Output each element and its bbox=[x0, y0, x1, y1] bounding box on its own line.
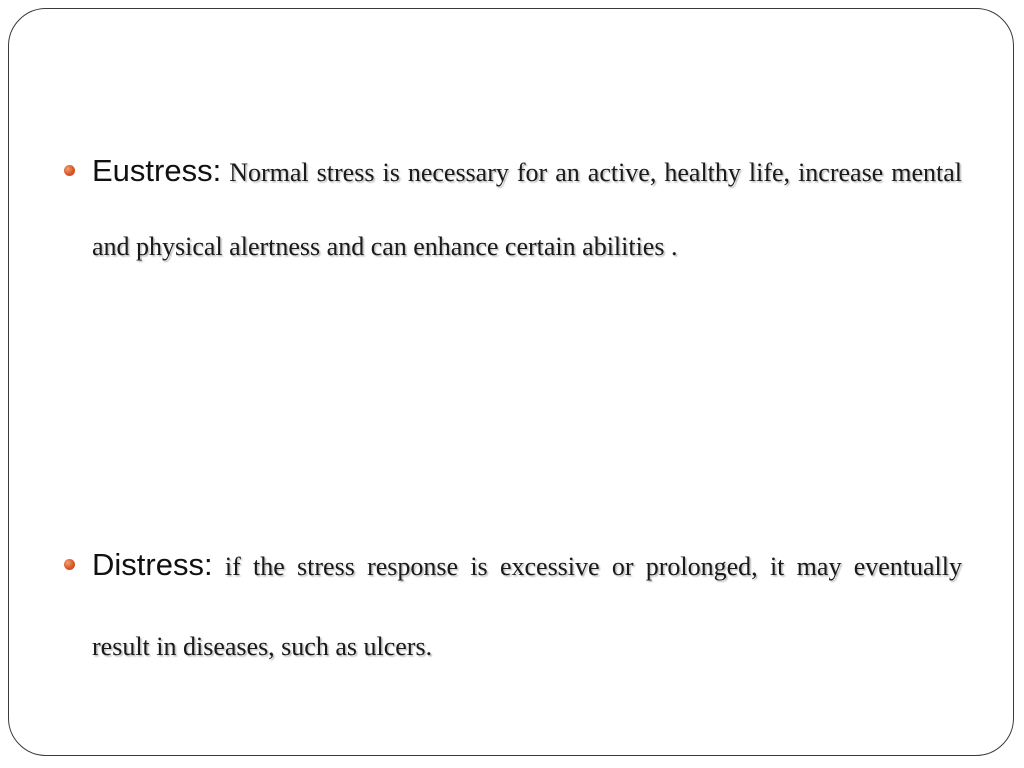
definition-distress: if the stress response is excessive or prolonged, it may eventually result in diseases, such as ulcers. bbox=[92, 552, 962, 661]
term-eustress: Eustress: bbox=[92, 153, 222, 188]
term-distress: Distress: bbox=[92, 547, 213, 582]
bullet-paragraph bbox=[92, 134, 962, 284]
bullet-dot-icon bbox=[64, 559, 75, 570]
bullet-distress bbox=[64, 545, 962, 713]
definition-eustress: Normal stress is necessary for an active, healthy life, increase mental and physical alertness and can enhance certain abilities . bbox=[92, 158, 962, 261]
bullet-paragraph bbox=[92, 525, 962, 687]
bullet-eustress bbox=[64, 150, 962, 310]
bullet-dot-icon bbox=[64, 165, 75, 176]
